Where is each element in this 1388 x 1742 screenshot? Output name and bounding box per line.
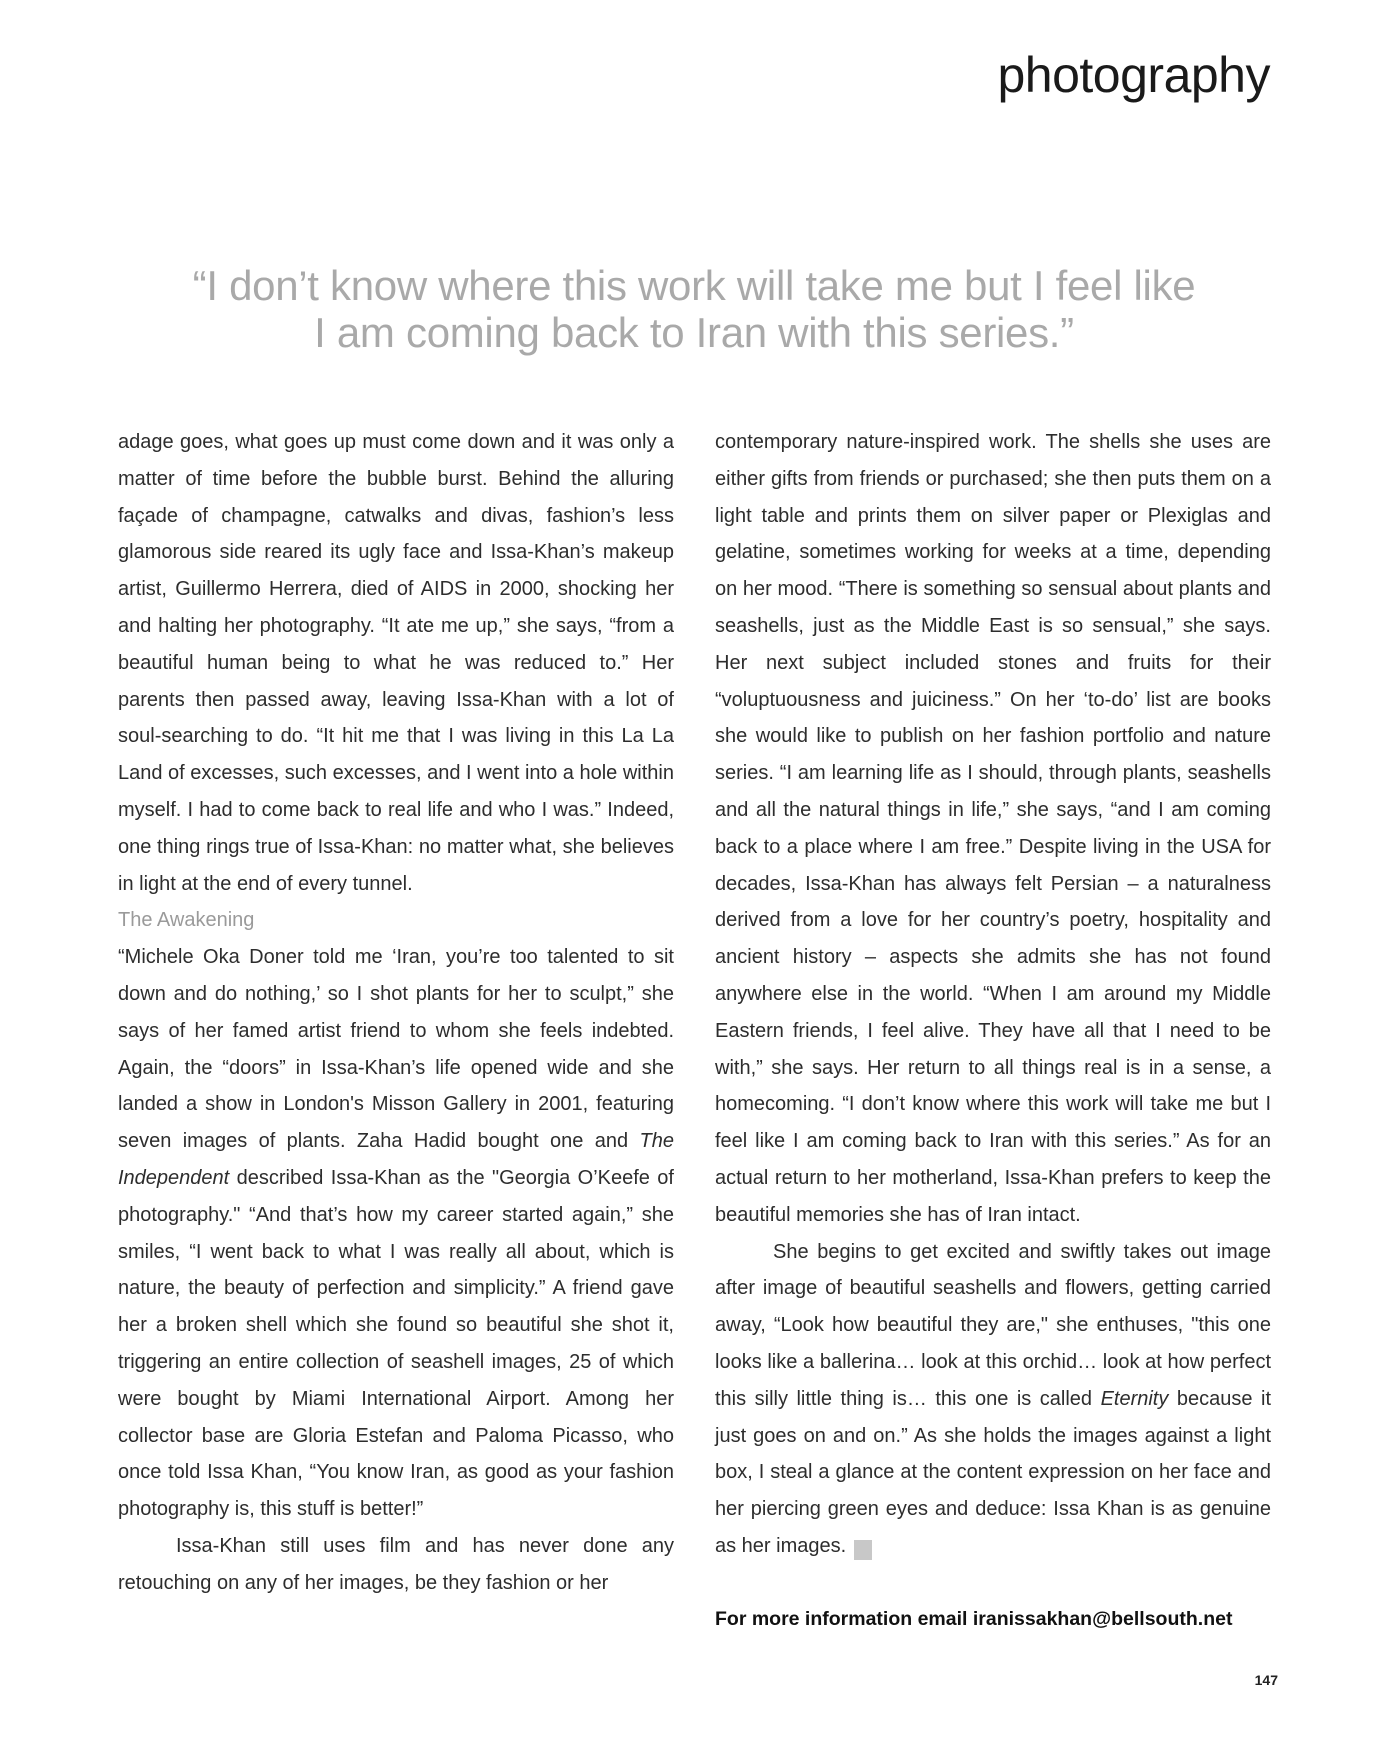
section-title: photography xyxy=(997,47,1270,103)
contact-info: For more information email iranissakhan@bellsouth.net xyxy=(715,1607,1233,1630)
publication-title: The Independent xyxy=(118,1130,674,1189)
end-mark-icon: C xyxy=(854,1540,872,1560)
paragraph-film: Issa-Khan still uses film and has never done any retouching on any of her images, be they fashion or her xyxy=(118,1534,674,1594)
paragraph-awakening xyxy=(118,939,674,1528)
subheading-the-awakening: The Awakening xyxy=(118,909,255,932)
paragraph-nature-work: contemporary nature-inspired work. The shells she uses are either gifts from friends or purchased; she then puts them on a light table and prints them on silver paper or Plexiglas and gelatine, sometimes working for weeks at a time, depending on her mood. “There is something so sensual about plants and seashells, just as the Middle East is so sensual,” she says. Her next subject included stones and fruits for their “voluptuousness and juiciness.” On her ‘to-do’ list are books she would like to publish on her fashion portfolio and nature series. “I am learning life as I should, through plants, seashells and all the natural things in life,” she says, “and I am coming back to a place where I am free.” Despite living in the USA for decades, Issa-Khan has always felt Persian – a naturalness derived from a love for her country’s poetry, hospitality and ancient history – aspects she admits she has not found anywhere else in the world. “When I am around my Middle Eastern friends, I feel alive. They have all that I need to be with,” she says. Her return to all things real is in a sense, a homecoming. “I don’t know where this work will take me but I feel like I am coming back to Iran with this series.” As for an actual return to her motherland, Issa-Khan prefers to keep the beautiful memories she has of Iran intact. xyxy=(715,431,1271,1226)
spacer xyxy=(715,1565,1271,1601)
paragraph-opening: adage goes, what goes up must come down and it was only a matter of time before the bubble burst. Behind the alluring façade of champagne, catwalks and divas, fashion’s less glamorous side reared its ugly face and Issa-Khan’s makeup artist, Guillermo Herrera, died of AIDS in 2000, shocking her and halting her photography. “It ate me up,” she says, “from a beautiful human being to what he was reduced to.” Her parents then passed away, leaving Issa-Khan with a lot of soul-searching to do. “It hit me that I was living in this La La Land of excesses, such excesses, and I went into a hole within myself. I had to come back to real life and who I was.” Indeed, one thing rings true of Issa-Khan: no matter what, she believes in light at the end of every tunnel. xyxy=(118,431,674,895)
paragraph-closing-part-2: because it just goes on and on.” As she holds the images against a light box, I steal a glance at the content expression on her face and her piercing green eyes and deduce: Issa Khan is as genuine as her images. xyxy=(715,1387,1271,1557)
paragraph-closing xyxy=(715,1234,1271,1565)
pull-quote xyxy=(120,262,1268,356)
right-column xyxy=(715,424,1271,1638)
artwork-title: Eternity xyxy=(1100,1387,1169,1410)
pull-quote-line-1: “I don’t know where this work will take me but I feel like xyxy=(192,262,1196,309)
paragraph-awakening-part-1: “Michele Oka Doner told me ‘Iran, you’re too talented to sit down and do nothing,’ so I shot plants for her to sculpt,” she says of her famed artist friend to whom she feels indebted. Again, the “doors” in Issa-Khan’s life opened wide and she landed a show in London's Misson Gallery in 2001, featuring seven images of plants. Zaha Hadid bought one and xyxy=(118,946,674,1153)
left-column xyxy=(118,424,674,1602)
paragraph-closing-part-1: She begins to get excited and swiftly takes out image after image of beautiful seashells and flowers, getting carried away, “Look how beautiful they are," she enthuses, "this one looks like a ballerina… look at this orchid… look at how perfect this silly little thing is… this one is called xyxy=(715,1240,1271,1410)
paragraph-awakening-part-2: described Issa-Khan as the "Georgia O’Keefe of photography." “And that’s how my career started again,” she smiles, “I went back to what I was really all about, which is nature, the beauty of perfection and simplicity.” A friend gave her a broken shell which she found so beautiful she shot it, triggering an entire collection of seashell images, 25 of which were bought by Miami International Airport. Among her collector base are Gloria Estefan and Paloma Picasso, who once told Issa Khan, “You know Iran, as good as your fashion photography is, this stuff is better!” xyxy=(118,1166,674,1521)
pull-quote-line-2: I am coming back to Iran with this series.” xyxy=(314,309,1074,356)
page-number: 147 xyxy=(1254,1672,1278,1688)
